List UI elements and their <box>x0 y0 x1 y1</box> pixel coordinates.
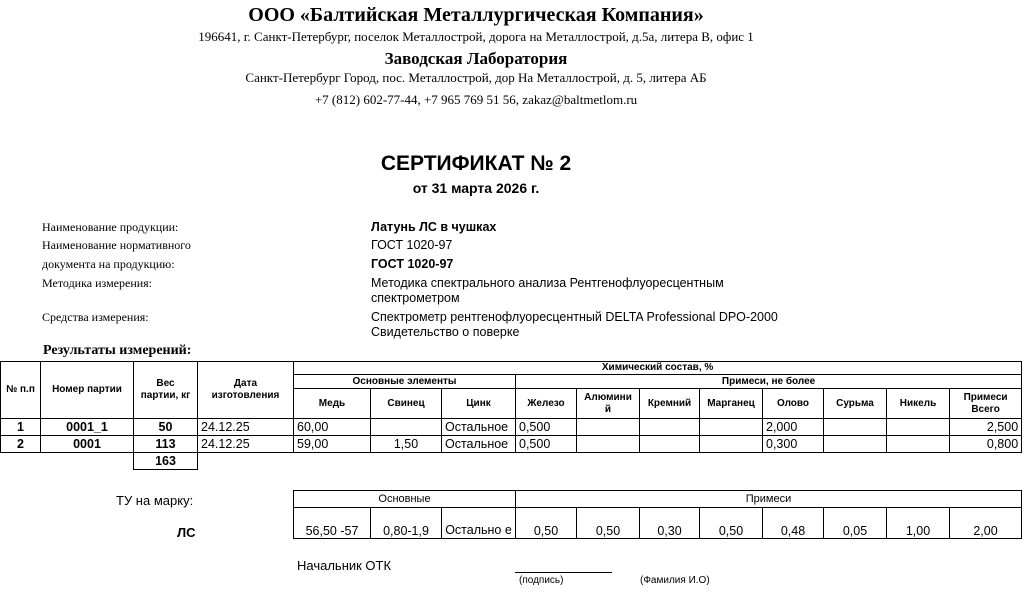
results-title: Результаты измерений: <box>43 343 192 358</box>
certificate-title: СЕРТИФИКАТ № 2 <box>380 152 572 175</box>
contacts: +7 (812) 602-77-44, +7 965 769 51 56, zakaz@baltmetlom.ru <box>314 92 638 107</box>
tu-value: 0,05 <box>824 508 887 539</box>
header-num: № п.п <box>1 362 41 419</box>
header-element: Примеси Всего <box>950 389 1022 419</box>
cell-value <box>887 419 950 436</box>
cell-value <box>577 419 640 436</box>
cell-value: Остальное <box>442 419 516 436</box>
cell-value <box>577 436 640 453</box>
otk-title: Начальник ОТК <box>297 558 392 573</box>
cell-num: 1 <box>1 419 41 436</box>
company-name: ООО «Балтийская Металлургическая Компания» <box>248 4 704 26</box>
signature-caption: (подпись) <box>519 575 564 586</box>
tu-value: 56,50 -57 <box>294 508 371 539</box>
cell-value <box>640 436 700 453</box>
certificate-date: от 31 марта 2026 г. <box>412 180 540 196</box>
signature-line <box>515 572 612 573</box>
cell-value: 2,500 <box>950 419 1022 436</box>
tu-value: 2,00 <box>950 508 1022 539</box>
method-value-2: спектрометром <box>371 291 460 305</box>
cell-value: 0,500 <box>516 419 577 436</box>
cell-value <box>700 419 763 436</box>
tu-value: 0,50 <box>700 508 763 539</box>
header-element: Свинец <box>371 389 442 419</box>
cell-value <box>700 436 763 453</box>
tu-value: 0,80-1,9 <box>371 508 442 539</box>
company-address: 196641, г. Санкт-Петербург, поселок Металлострой, дорога на Металлострой, д.5а, литера В, офис 1 <box>198 29 754 44</box>
cell-value <box>371 419 442 436</box>
tu-value: Остально е <box>442 508 516 539</box>
means-value-2: Свидетельство о поверке <box>371 325 520 339</box>
normdoc-label-2: документа на продукцию: <box>42 257 175 271</box>
cell-num: 2 <box>1 436 41 453</box>
cell-value: 0,800 <box>950 436 1022 453</box>
table-row <box>1 436 1022 453</box>
means-value-1: Спектрометр рентгенофлуоресцентный DELTA Professional DPO-2000 <box>371 310 778 324</box>
total-weight: 163 <box>134 453 198 470</box>
tu-value: 0,50 <box>516 508 577 539</box>
tu-value: 0,30 <box>640 508 700 539</box>
total-row <box>1 453 1022 470</box>
means-label: Средства измерения: <box>42 310 149 324</box>
cell-weight: 50 <box>134 419 198 436</box>
cell-value: 0,500 <box>516 436 577 453</box>
product-label: Наименование продукции: <box>42 220 179 234</box>
normdoc-value-2: ГОСТ 1020-97 <box>371 257 454 271</box>
results-table <box>0 361 1022 470</box>
method-value-1: Методика спектрального анализа Рентгенофлуоресцентным <box>371 276 724 290</box>
cell-value <box>887 436 950 453</box>
method-label: Методика измерения: <box>42 276 153 290</box>
header-element: Железо <box>516 389 577 419</box>
cell-batch: 0001 <box>41 436 134 453</box>
header-element: Цинк <box>442 389 516 419</box>
cell-value: 59,00 <box>294 436 371 453</box>
normdoc-label-1: Наименование нормативного <box>42 238 191 252</box>
header-element: Алюмини й <box>577 389 640 419</box>
normdoc-value-1: ГОСТ 1020-97 <box>371 238 453 252</box>
tu-table <box>293 490 1022 539</box>
cell-date: 24.12.25 <box>198 419 294 436</box>
header-impurities: Примеси, не более <box>516 375 1022 389</box>
lab-name: Заводская Лаборатория <box>384 49 568 68</box>
cell-value <box>824 436 887 453</box>
header-element: Медь <box>294 389 371 419</box>
cell-batch: 0001_1 <box>41 419 134 436</box>
tu-value: 0,48 <box>763 508 824 539</box>
name-caption: (Фамилия И.О) <box>640 575 710 586</box>
lab-address: Санкт-Петербург Город, пос. Металлострой, дор На Металлострой, д. 5, литера АБ <box>245 70 707 85</box>
tu-label: ТУ на марку: <box>116 493 194 508</box>
header-weight: Вес партии, кг <box>134 362 198 419</box>
header-element: Марганец <box>700 389 763 419</box>
cell-weight: 113 <box>134 436 198 453</box>
tu-value: 0,50 <box>577 508 640 539</box>
cell-value: 2,000 <box>763 419 824 436</box>
cell-value: 0,300 <box>763 436 824 453</box>
tu-value: 1,00 <box>887 508 950 539</box>
product-value: Латунь ЛС в чушках <box>371 220 497 234</box>
header-main-elements: Основные элементы <box>294 375 516 389</box>
header-chem: Химический состав, % <box>294 362 1022 375</box>
cell-value: Остальное <box>442 436 516 453</box>
header-batch: Номер партии <box>41 362 134 419</box>
cell-value: 1,50 <box>371 436 442 453</box>
tu-impurities-header: Примеси <box>516 491 1022 508</box>
header-date: Дата изготовления <box>198 362 294 419</box>
table-row <box>1 419 1022 436</box>
cell-value <box>824 419 887 436</box>
header-element: Сурьма <box>824 389 887 419</box>
header-element: Никель <box>887 389 950 419</box>
cell-value: 60,00 <box>294 419 371 436</box>
header-element: Кремний <box>640 389 700 419</box>
cell-date: 24.12.25 <box>198 436 294 453</box>
header-element: Олово <box>763 389 824 419</box>
cell-value <box>640 419 700 436</box>
tu-grade: ЛС <box>177 525 196 540</box>
tu-main-header: Основные <box>294 491 516 508</box>
